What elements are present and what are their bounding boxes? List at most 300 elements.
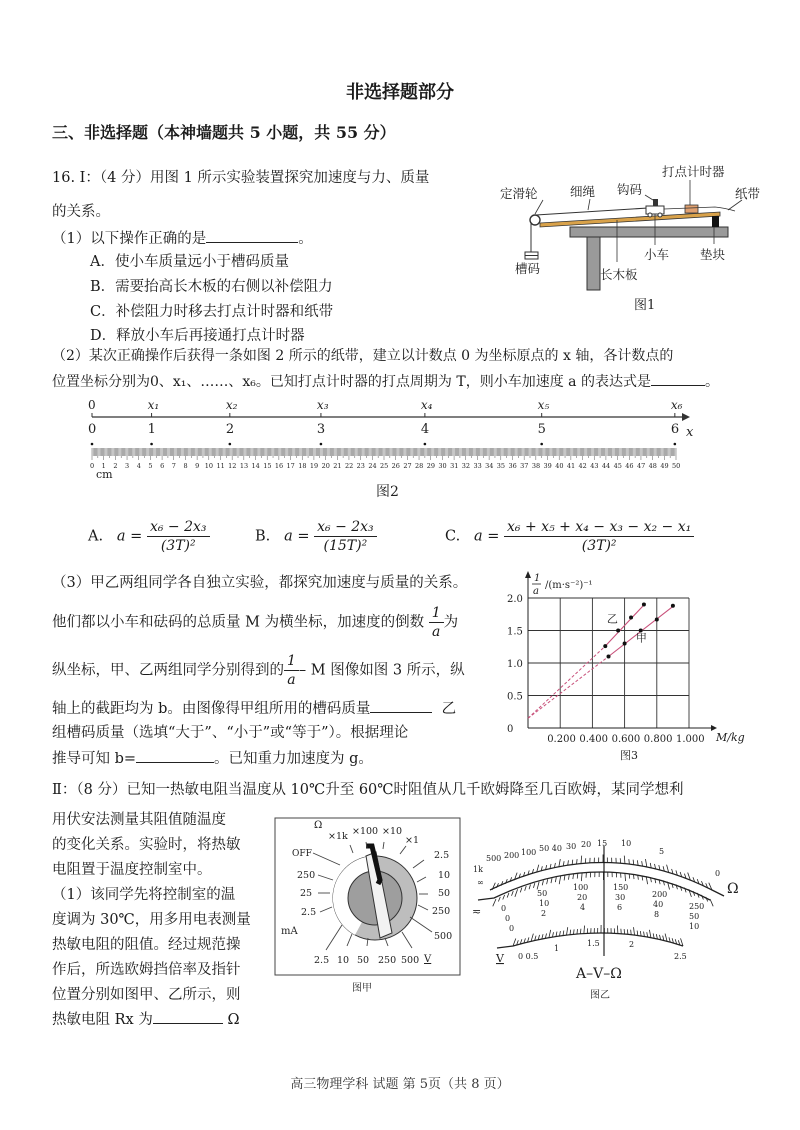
ohm-scale-10: 10: [621, 839, 632, 848]
zero-label: 0: [509, 924, 515, 933]
formula-lhs: a =: [284, 528, 310, 545]
q2-option-a: [88, 518, 210, 555]
option-label: A.: [88, 528, 104, 545]
paper-tape: [664, 207, 735, 211]
tape-dot: [424, 443, 427, 446]
ruler-number: 12: [228, 462, 237, 470]
y-label-num: 1: [534, 573, 541, 584]
dc-scale-tick: [515, 889, 518, 897]
ruler-number: 50: [672, 462, 681, 470]
row3-label: 6: [617, 903, 623, 912]
dc-scale-tick: [710, 899, 713, 906]
cart-wheel: [648, 213, 652, 217]
dc-scale-tick: [564, 875, 565, 880]
ac-scale-tick: [634, 927, 635, 935]
ruler-number: 40: [555, 462, 564, 470]
cart-wheel: [658, 213, 662, 217]
ruler-number: 20: [321, 462, 330, 470]
dc-scale-tick: [520, 888, 522, 893]
denominator: (3T)²: [160, 538, 196, 554]
dc-scale-tick: [559, 876, 560, 884]
label-pulley: 定滑轮: [500, 186, 538, 201]
part2-line: （1）该同学先将控制室的温: [52, 887, 236, 903]
part2-line-last: [52, 1008, 251, 1033]
ruler-number: 9: [195, 462, 200, 470]
ruler-number: 10: [204, 462, 214, 470]
count-point-label: x₁: [147, 398, 160, 412]
ohm-scale-tick: [637, 860, 638, 865]
inverse-a-fraction: [284, 652, 299, 689]
rope: [536, 208, 648, 215]
x-tick-label: 0.600: [611, 734, 641, 745]
label-timer: 打点计时器: [662, 164, 725, 179]
ac-scale-tick: [567, 927, 568, 935]
cart: [646, 206, 664, 214]
y-axis-arrow: [525, 571, 531, 578]
part2-text: [52, 808, 251, 1033]
dc-scale-tick: [507, 893, 509, 898]
ruler-number: 25: [380, 462, 389, 470]
v-scale-label: 2: [629, 940, 635, 949]
q1-option-c: C．补偿阻力时移去打点计时器和纸带: [90, 304, 334, 320]
range-acv-50[interactable]: 50: [357, 955, 370, 966]
formula-fraction: [504, 518, 694, 555]
ruler-number: 27: [403, 462, 412, 470]
q2-answer-blank[interactable]: [651, 371, 705, 386]
row2-label: 30: [615, 893, 626, 902]
dc-scale-tick: [573, 874, 574, 879]
ruler-number: 8: [183, 462, 188, 470]
q2-option-c: [445, 518, 694, 555]
q3-text: 纵坐标，甲、乙两组同学分别得到的: [52, 662, 284, 679]
figure-jia-selector-dial: [270, 810, 470, 1000]
x-axis-arrow: [682, 413, 690, 421]
q2-line2: [52, 371, 719, 392]
ruler-number: 17: [286, 462, 295, 470]
ruler-number: 36: [508, 462, 517, 470]
count-point-label: x₃: [316, 398, 329, 412]
ruler-number: 48: [648, 462, 657, 470]
count-point-label: x₆: [670, 398, 683, 412]
row1-label: 250: [689, 902, 705, 911]
ruler-number: 45: [613, 462, 622, 470]
tape-dot: [674, 443, 677, 446]
ruler-number: 38: [531, 462, 541, 470]
range-acv-500[interactable]: 500: [401, 955, 420, 966]
pad-block: [712, 216, 719, 227]
ruler-number: 32: [461, 462, 471, 470]
axis-number: 4: [420, 422, 430, 437]
data-point: [629, 616, 633, 620]
y-tick-label: 2.0: [507, 594, 523, 605]
ruler-number: 2: [113, 462, 118, 470]
v-scale-label: 2.5: [674, 952, 687, 961]
range-acv-250[interactable]: 250: [378, 955, 397, 966]
figure-1-apparatus: [490, 160, 780, 320]
axis-number: 6: [670, 422, 680, 437]
v-unit: V: [424, 954, 432, 965]
ruler-number: 18: [298, 462, 307, 470]
figure-1-caption: 图1: [634, 298, 656, 313]
range-acv-2.5[interactable]: 2.5: [314, 955, 330, 966]
range-dcv-10[interactable]: 10: [438, 870, 451, 881]
q3-text: 推导可知 b=: [52, 751, 137, 767]
tape-dot: [150, 443, 153, 446]
dc-scale-tick: [577, 874, 578, 879]
ma-unit: mA: [281, 926, 298, 937]
ruler-number: 21: [333, 462, 342, 470]
ohm-scale-tick: [645, 859, 646, 867]
data-point: [671, 604, 675, 608]
range-ma-25[interactable]: 25: [300, 888, 313, 899]
dc-scale-arc: [478, 872, 710, 900]
ruler-number: 46: [625, 462, 634, 470]
x-tick-label: 0.800: [643, 734, 673, 745]
dc-scale-tick: [551, 878, 552, 883]
ohm-scale-200: 200: [504, 851, 520, 860]
meter-label: A–V–Ω: [576, 966, 622, 982]
ac-scale-tick: [665, 934, 667, 942]
dc-scale-tick: [555, 877, 556, 882]
range-ma-250[interactable]: 250: [297, 870, 316, 881]
row3-label: 8: [654, 910, 660, 919]
axis-number: 3: [316, 422, 326, 437]
ruler-number: 42: [578, 462, 587, 470]
ohm-scale-tick: [577, 859, 578, 864]
q1-option-b: B．需要抬高长木板的右侧以补偿阻力: [90, 279, 333, 295]
data-point: [607, 655, 611, 659]
range-x100[interactable]: ×100: [352, 826, 379, 837]
row3-label: 10: [689, 922, 700, 931]
q3-text: 。已知重力加速度为 g。: [214, 751, 373, 767]
zero-label: 0: [505, 914, 511, 923]
ruler-number: 34: [485, 462, 494, 470]
ac-v-symbol: V: [496, 952, 504, 965]
label-pad: 垫块: [700, 247, 726, 262]
ruler-number: 43: [590, 462, 599, 470]
option-label: B.: [255, 528, 271, 545]
ruler-unit: cm: [96, 468, 113, 481]
q2-line1: （2）某次正确操作后获得一条如图 2 所示的纸带，建立以计数点 0 为坐标原点的 x 轴，各计数点的: [52, 348, 674, 364]
ruler-number: 6: [160, 462, 165, 470]
ohm-scale-tick: [559, 859, 560, 867]
inverse-a-fraction: [429, 604, 444, 641]
figure-yi-caption: 图乙: [590, 990, 610, 1001]
formula-lhs: a =: [474, 528, 500, 545]
ac-scale-tick: [577, 929, 578, 934]
q3-line2: [52, 604, 458, 641]
q2-line2-end: 。: [704, 374, 719, 390]
count-point-label: x₂: [225, 398, 238, 412]
numerator: 1: [284, 652, 299, 671]
ruler-number: 28: [415, 462, 424, 470]
x-tick-label: 1.000: [676, 734, 705, 745]
row2-label: 10: [539, 899, 550, 908]
ohm-scale-50-40: 50 40: [539, 844, 562, 853]
ohm-scale-5: 5: [659, 847, 665, 856]
v-scale-label: 1: [554, 944, 560, 953]
y-label-unit: /(m·s⁻²)⁻¹: [545, 580, 593, 591]
part-title: 非选择题部分: [346, 82, 454, 103]
range-x1[interactable]: ×1: [405, 835, 420, 846]
ac-scale-tick: [637, 931, 638, 936]
dc-scale-tick: [525, 886, 527, 891]
ohm-scale-30: 30: [566, 842, 577, 851]
range-ma-2.5[interactable]: 2.5: [301, 907, 317, 918]
zero-label: 0: [501, 904, 507, 913]
tape-dot: [91, 443, 94, 446]
dc-scale-tick: [542, 880, 543, 885]
tape-dot: [320, 443, 323, 446]
formula-fraction: [314, 518, 377, 555]
ruler-number: 35: [496, 462, 506, 470]
axis-number: 5: [537, 422, 546, 437]
x-tick-label: 0.200: [547, 734, 576, 745]
q3-text: 乙: [441, 701, 457, 717]
q3-line6: [52, 748, 373, 769]
extrapolated-line-甲: [528, 657, 609, 719]
dc-scale-tick: [547, 879, 548, 884]
row2-label: 50: [689, 912, 700, 921]
row1-label: 50: [537, 889, 548, 898]
axis-number: 1: [147, 422, 156, 437]
axis-number: 2: [225, 422, 235, 437]
q1-stem-text: （1）以下操作正确的是: [52, 231, 207, 247]
range-dcv-2.5[interactable]: 2.5: [434, 850, 450, 861]
table-leg: [587, 237, 600, 290]
q1-option-a: A．使小车质量远小于槽码质量: [90, 254, 289, 270]
ruler-number: 47: [636, 462, 646, 470]
count-point-label: 0: [88, 398, 96, 412]
ruler-number: 49: [660, 462, 669, 470]
dc-scale-tick: [498, 897, 500, 902]
ruler-number: 15: [263, 462, 272, 470]
ohm-scale-1k: 1k: [473, 865, 483, 874]
ruler-number: 11: [216, 462, 225, 470]
q3-line1: （3）甲乙两组同学各自独立实验，都探究加速度与质量的关系。: [52, 575, 468, 591]
ruler-number: 13: [239, 462, 249, 470]
part2-header: Ⅱ：（8 分）已知一热敏电阻当温度从 10℃升至 60℃时阻值从几千欧姆降至几百欧姆，某同学想利: [52, 782, 684, 798]
ruler-number: 5: [148, 462, 153, 470]
ruler-number: 0: [90, 462, 95, 470]
q16-header-cont: 的关系。: [52, 204, 110, 220]
row2-label: 20: [577, 893, 588, 902]
series-label: 甲: [635, 631, 647, 645]
ruler-number: 39: [543, 462, 552, 470]
axis-variable-x: x: [686, 425, 694, 440]
part2-line: 作后，所选欧姆挡倍率及指针: [52, 962, 241, 978]
ruler-number: 26: [391, 462, 400, 470]
ruler-number: 14: [251, 462, 260, 470]
x-axis-label: M/kg: [716, 731, 745, 744]
v-scale-label: 0 0.5: [518, 952, 539, 961]
q3-text: 为: [443, 614, 459, 631]
figure-3-chart: [500, 565, 780, 765]
ac-scale-tick: [584, 926, 585, 934]
range-x10[interactable]: ×10: [382, 826, 403, 837]
q3-line5: 组槽码质量（选填“大于”、“小于”或“等于”）。根据理论: [52, 725, 409, 741]
section-heading: 三、非选择题（本神墙题共 5 小题，共 55 分）: [52, 123, 396, 142]
ruler-number: 1: [101, 462, 106, 470]
label-board: 长木板: [600, 267, 638, 282]
dc-scale-tick: [569, 875, 570, 880]
y-label-den: a: [533, 586, 539, 597]
ac-scale-tick: [531, 934, 533, 942]
data-point: [642, 603, 646, 607]
part2-line: 度调为 30℃，用多用电表测量: [52, 912, 251, 928]
ohm-scale-tick: [629, 859, 630, 864]
ac-scale-tick: [631, 930, 632, 935]
q3-text: 他们都以小车和砝码的总质量 M 为横坐标，加速度的倒数: [52, 614, 425, 631]
label-tape: 纸带: [735, 186, 761, 201]
v-scale-label: 1.5: [587, 939, 600, 948]
rx-answer-blank[interactable]: [153, 1009, 223, 1024]
denominator: a: [287, 672, 296, 688]
dc-scale-tick: [629, 874, 630, 879]
figure-yi-meter-scale: [470, 810, 770, 1010]
range-x1k[interactable]: ×1k: [328, 831, 348, 842]
q3-blank-2[interactable]: [136, 748, 214, 763]
range-dcv-50[interactable]: 50: [438, 888, 451, 899]
ohm-scale-inf: ∞: [477, 878, 484, 887]
label-rope: 细绳: [570, 184, 596, 199]
range-acv-10[interactable]: 10: [337, 955, 350, 966]
ac-scale-tick: [573, 929, 574, 934]
y-tick-label: 0: [507, 724, 514, 735]
hook-weight: [653, 199, 658, 206]
ruler-number: 29: [426, 462, 436, 470]
part2-line: 位置分别如图甲、乙所示，则: [52, 987, 241, 1003]
row3-label: 4: [580, 903, 586, 912]
dc-scale-tick: [625, 873, 626, 881]
ohm-scale-0: 0: [715, 869, 721, 878]
y-tick-label: 1.5: [507, 626, 523, 638]
label-cart: 小车: [644, 247, 670, 262]
table-top: [570, 227, 728, 237]
ruler-number: 44: [601, 462, 611, 470]
row1-label: 150: [613, 883, 629, 892]
q3-line3: [52, 652, 465, 689]
ohm-scale-tick: [581, 856, 582, 864]
q3-blank-1[interactable]: [370, 698, 432, 713]
numerator: x₆ + x₅ + x₄ − x₃ − x₂ − x₁: [504, 518, 694, 537]
timer: [685, 205, 698, 213]
chart-caption: 图3: [620, 749, 638, 762]
row1-label: 200: [652, 890, 668, 899]
ruler-number: 22: [344, 462, 354, 470]
ruler-number: 30: [438, 462, 447, 470]
formula-lhs: a =: [116, 528, 143, 545]
q1-stem-end: 。: [298, 231, 313, 247]
q3-line4: [52, 698, 456, 719]
ruler-number: 24: [368, 462, 377, 470]
dc-scale-tick: [512, 891, 514, 896]
leader-line: [535, 200, 543, 214]
axis-number: 0: [88, 422, 97, 437]
ruler-number: 33: [473, 462, 482, 470]
part2-line: 热敏电阻的阻值。经过规范操: [52, 937, 241, 953]
ruler-number: 23: [356, 462, 365, 470]
tape-dot: [229, 443, 232, 446]
ac-scale-tick: [649, 930, 651, 938]
ruler-number: 19: [309, 462, 319, 470]
denominator: a: [431, 624, 441, 640]
series-label: 乙: [606, 612, 618, 626]
ac-scale-tick: [549, 930, 551, 938]
figure-jia-caption: 图甲: [352, 983, 372, 994]
ohm-scale-500: 500: [486, 854, 502, 863]
row2-label: 40: [653, 900, 664, 909]
part2-line: 电阻置于温度控制室中。: [52, 862, 212, 878]
long-board: [540, 212, 720, 227]
range-dcv-500[interactable]: 500: [434, 931, 453, 942]
q2-option-b: [255, 518, 377, 555]
q3-text: – M 图像如图 3 所示，纵: [298, 662, 465, 679]
part2-line: 的变化关系。实验时，将热敏: [52, 837, 241, 853]
part2-line: 热敏电阻 Rx 为: [52, 1012, 153, 1028]
range-dcv-250[interactable]: 250: [432, 906, 451, 917]
ruler-number: 4: [136, 462, 141, 470]
q1-option-d: D．释放小车后再接通打点计时器: [90, 328, 305, 344]
numerator: x₆ − 2x₃: [147, 518, 210, 537]
label-hook-weight: 钩码: [617, 182, 643, 197]
q2-line2-text: 位置坐标分别为0、x₁、……、x₆。已知打点计时器的打点周期为 T，则小车加速度 a 的表达式是: [52, 374, 651, 390]
ohm-scale-100: 100: [521, 848, 537, 857]
dc-scale-tick: [493, 899, 496, 906]
leader-line: [588, 199, 590, 210]
data-point: [603, 644, 607, 648]
unit-ohm: Ω: [227, 1012, 240, 1028]
ruler-number: 7: [171, 462, 176, 470]
ruler-number: 16: [274, 462, 284, 470]
ohm-scale-arc: [490, 863, 724, 897]
ac-scale-tick: [570, 930, 571, 935]
denominator: (3T)²: [581, 538, 617, 554]
ruler-number: 3: [125, 462, 130, 470]
ohm-symbol: Ω: [314, 820, 323, 831]
extrapolated-line-乙: [528, 646, 605, 718]
q1-stem: [52, 228, 313, 249]
count-point-label: x₄: [420, 398, 433, 412]
y-tick-label: 0.5: [507, 691, 523, 703]
figure-2-tape: [80, 390, 700, 500]
dc-symbol: ≂: [472, 905, 482, 918]
ohm-scale-tick: [624, 856, 625, 864]
q1-answer-blank[interactable]: [206, 228, 298, 243]
leader-line: [728, 200, 742, 210]
leader-line: [645, 195, 653, 200]
figure-2-caption: 图2: [376, 484, 399, 500]
numerator: 1: [429, 604, 444, 623]
ruler-number: 37: [520, 462, 529, 470]
range-off[interactable]: OFF: [292, 849, 312, 859]
label-slot-weight: 槽码: [515, 261, 541, 276]
ohm-scale-symbol: Ω: [727, 881, 739, 897]
dc-scale-tick: [503, 895, 505, 900]
dc-scale-tick: [581, 873, 582, 881]
row3-label: 2: [541, 909, 547, 918]
q16-header: 16. Ⅰ：（4 分）用图 1 所示实验装置探究加速度与力、质量: [52, 170, 430, 186]
x-tick-label: 0.400: [579, 734, 609, 745]
data-point: [655, 617, 659, 621]
ruler-number: 41: [566, 462, 576, 470]
denominator: (15T)²: [323, 538, 368, 554]
y-tick-label: 1.0: [507, 659, 523, 670]
option-label: C.: [445, 528, 461, 545]
data-point: [623, 642, 627, 646]
ohm-scale-15: 15: [597, 839, 608, 848]
q3-text: 轴上的截距均为 b。由图像得甲组所用的槽码质量: [52, 701, 371, 717]
